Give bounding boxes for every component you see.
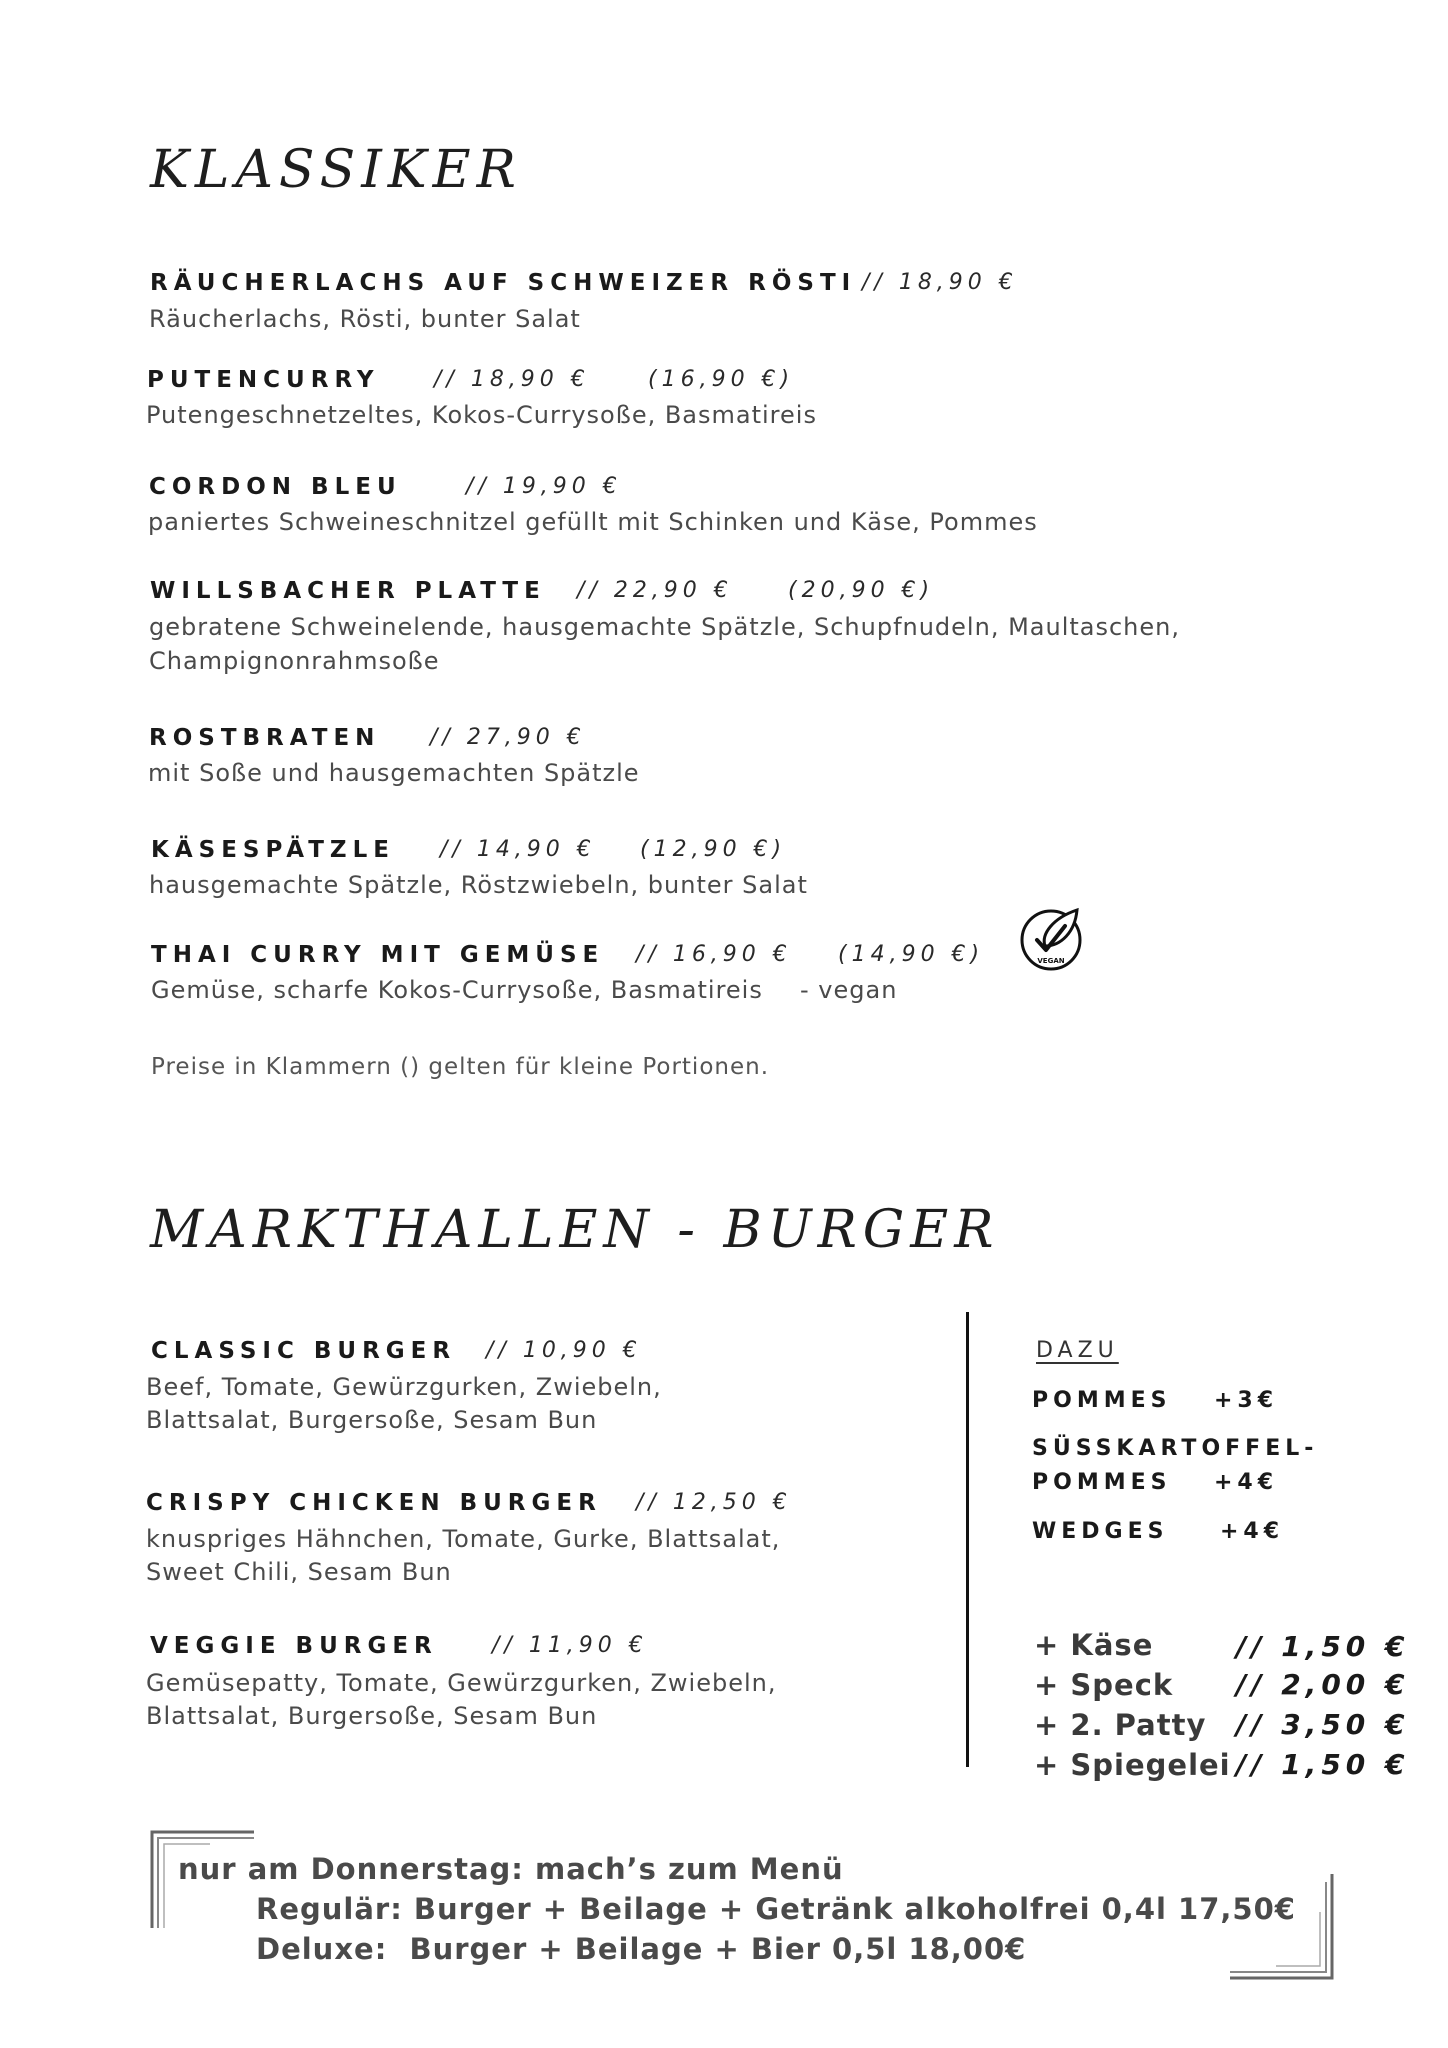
column-divider bbox=[966, 1312, 969, 1767]
menu-item-price: // 14,90 € bbox=[440, 837, 596, 862]
menu-item-name: CLASSIC BURGER bbox=[151, 1338, 457, 1364]
extra-item-name: + 2. Patty bbox=[1034, 1708, 1207, 1742]
menu-item-price: // 12,50 € bbox=[636, 1490, 792, 1515]
vegan-tag: - vegan bbox=[800, 976, 898, 1004]
section-title-klassiker: KLASSIKER bbox=[150, 140, 522, 200]
side-item-name: POMMES bbox=[1032, 1388, 1172, 1413]
menu-item-description: mit Soße und hausgemachten Spätzle bbox=[148, 759, 640, 787]
menu-item-description: Gemüse, scharfe Kokos-Currysoße, Basmatireis bbox=[151, 976, 763, 1004]
extra-item-name: + Käse bbox=[1034, 1628, 1154, 1662]
side-item-name: WEDGES bbox=[1032, 1519, 1169, 1544]
promo-deluxe: Deluxe: Burger + Beilage + Bier 0,5l 18,00€ bbox=[256, 1932, 1027, 1966]
menu-item-description: hausgemachte Spätzle, Röstzwiebeln, bunter Salat bbox=[149, 871, 808, 899]
menu-item-description-continued: Blattsalat, Burgersoße, Sesam Bun bbox=[146, 1702, 598, 1730]
menu-item-price: // 27,90 € bbox=[430, 725, 586, 750]
promo-corner-bottom-right bbox=[1226, 1872, 1336, 1986]
extra-item-name: + Speck bbox=[1034, 1668, 1174, 1702]
side-item-price: +4€ bbox=[1220, 1519, 1285, 1544]
menu-item-name: CORDON BLEU bbox=[149, 474, 402, 500]
menu-item-price: // 11,90 € bbox=[492, 1633, 648, 1658]
menu-item-small-price: (14,90 €) bbox=[838, 942, 985, 967]
menu-item-price: // 16,90 € bbox=[636, 942, 792, 967]
menu-item-price: // 18,90 € bbox=[434, 367, 590, 392]
side-item-name: SÜSSKARTOFFEL- bbox=[1032, 1436, 1319, 1461]
extra-item-price: // 1,50 € bbox=[1236, 1748, 1410, 1781]
menu-item-small-price: (12,90 €) bbox=[640, 837, 787, 862]
menu-item-description-continued: Blattsalat, Burgersoße, Sesam Bun bbox=[146, 1406, 598, 1434]
menu-item-description: Gemüsepatty, Tomate, Gewürzgurken, Zwiebeln, bbox=[146, 1669, 777, 1697]
side-item-name-continued: POMMES bbox=[1032, 1470, 1172, 1495]
menu-item-description: Beef, Tomate, Gewürzgurken, Zwiebeln, bbox=[146, 1373, 662, 1401]
menu-item-description: gebratene Schweinelende, hausgemachte Spätzle, Schupfnudeln, Maultaschen, bbox=[149, 613, 1180, 641]
promo-headline: nur am Donnerstag: mach’s zum Menü bbox=[178, 1852, 844, 1886]
menu-item-name: THAI CURRY MIT GEMÜSE bbox=[151, 942, 605, 968]
menu-item-name: KÄSESPÄTZLE bbox=[151, 837, 395, 863]
extra-item-price: // 3,50 € bbox=[1236, 1708, 1410, 1741]
menu-item-price: // 19,90 € bbox=[466, 474, 622, 499]
menu-item-name: PUTENCURRY bbox=[147, 367, 380, 393]
side-item-price: +4€ bbox=[1214, 1470, 1279, 1495]
menu-item-name: RÄUCHERLACHS AUF SCHWEIZER RÖSTI bbox=[150, 270, 857, 296]
menu-item-description-continued: Sweet Chili, Sesam Bun bbox=[146, 1558, 452, 1586]
menu-item-price: // 10,90 € bbox=[486, 1338, 642, 1363]
menu-item-description: Putengeschnetzeltes, Kokos-Currysoße, Basmatireis bbox=[146, 401, 817, 429]
vegan-leaf-check-icon bbox=[1015, 902, 1087, 974]
menu-item-description: knuspriges Hähnchen, Tomate, Gurke, Blattsalat, bbox=[146, 1525, 781, 1553]
portion-note: Preise in Klammern () gelten für kleine Portionen. bbox=[151, 1054, 770, 1080]
sides-heading: DAZU bbox=[1036, 1338, 1119, 1363]
menu-item-description: paniertes Schweineschnitzel gefüllt mit Schinken und Käse, Pommes bbox=[148, 508, 1038, 536]
section-title-burger: MARKTHALLEN - BURGER bbox=[150, 1200, 1000, 1260]
menu-item-name: WILLSBACHER PLATTE bbox=[150, 578, 546, 604]
extra-item-name: + Spiegelei bbox=[1034, 1748, 1231, 1782]
menu-item-price: // 18,90 € bbox=[862, 270, 1018, 295]
menu-item-name: VEGGIE BURGER bbox=[150, 1633, 438, 1659]
menu-item-description-continued: Champignonrahmsoße bbox=[149, 647, 440, 675]
menu-item-name: ROSTBRATEN bbox=[149, 725, 381, 751]
menu-item-price: // 22,90 € bbox=[577, 578, 733, 603]
extra-item-price: // 1,50 € bbox=[1236, 1630, 1410, 1663]
menu-item-name: CRISPY CHICKEN BURGER bbox=[146, 1490, 602, 1516]
menu-item-small-price: (16,90 €) bbox=[648, 367, 795, 392]
menu-item-small-price: (20,90 €) bbox=[788, 578, 935, 603]
extra-item-price: // 2,00 € bbox=[1236, 1668, 1410, 1701]
promo-regular: Regulär: Burger + Beilage + Getränk alkoholfrei 0,4l 17,50€ bbox=[256, 1892, 1296, 1926]
vegan-badge-text: VEGAN bbox=[1037, 957, 1065, 965]
side-item-price: +3€ bbox=[1214, 1388, 1279, 1413]
menu-item-description: Räucherlachs, Rösti, bunter Salat bbox=[149, 305, 581, 333]
